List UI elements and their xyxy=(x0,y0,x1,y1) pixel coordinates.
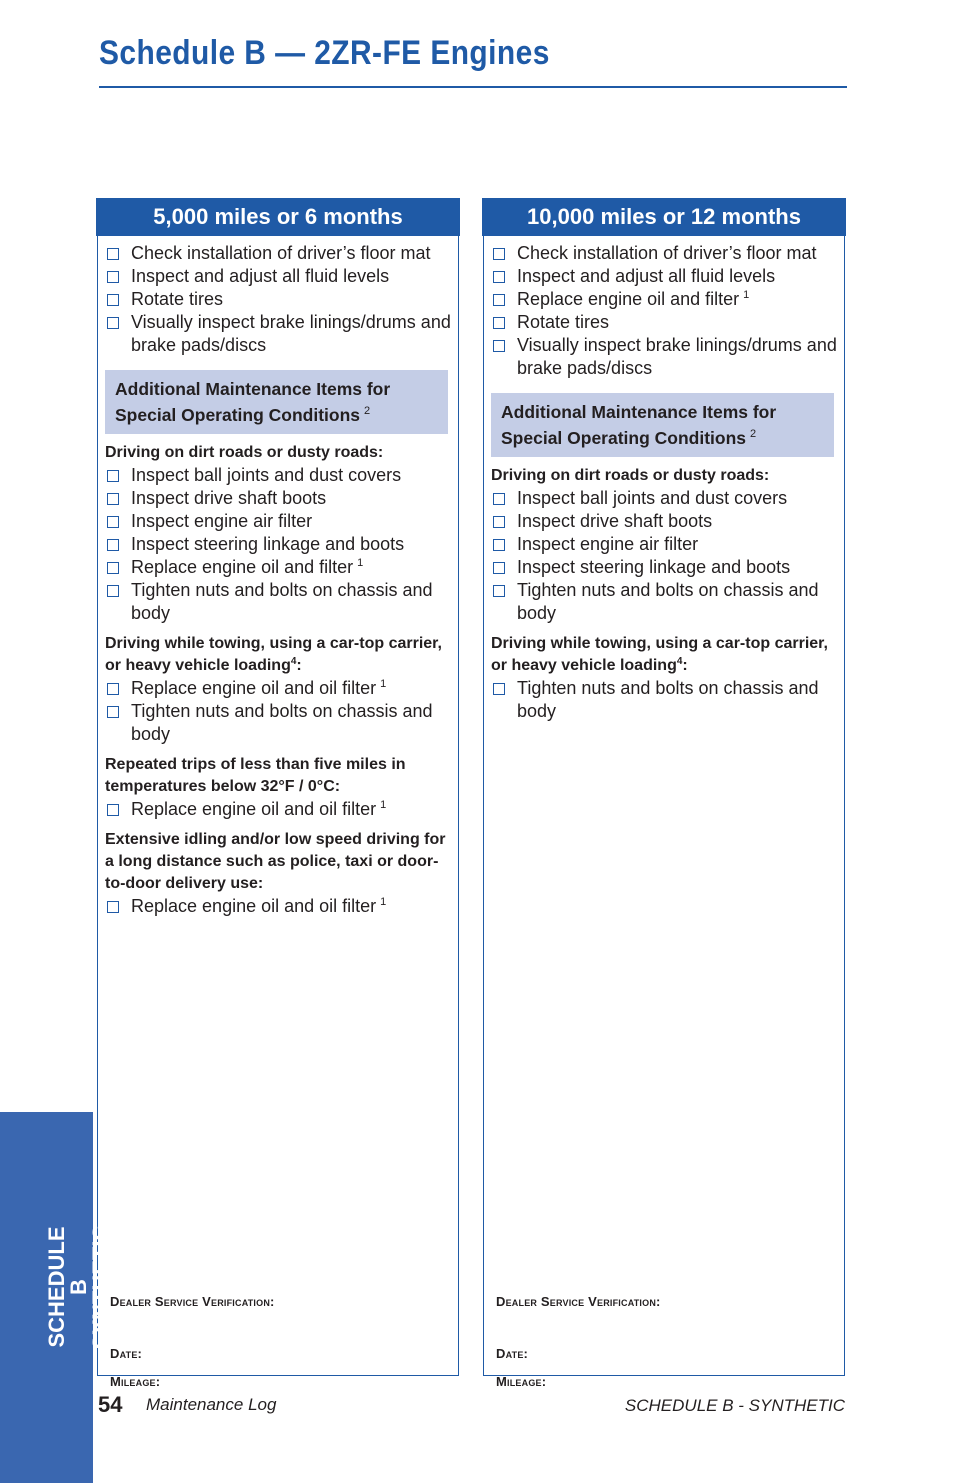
checkbox[interactable] xyxy=(107,317,119,329)
footnote-ref: 1 xyxy=(380,678,387,690)
item-text: Tighten nuts and bolts on chassis and body xyxy=(131,580,433,623)
column-box xyxy=(483,236,845,1389)
item-text: Inspect steering linkage and boots xyxy=(517,557,791,577)
footnote-ref: 2 xyxy=(750,428,757,440)
checklist-item xyxy=(105,579,452,625)
condition-heading xyxy=(105,633,452,677)
checkbox[interactable] xyxy=(493,683,505,695)
item-text: Replace engine oil and filter xyxy=(131,557,354,577)
item-text: Inspect and adjust all fluid levels xyxy=(517,266,776,286)
side-tab-line2: SYNTHETIC xyxy=(88,1224,113,1350)
item-text: Inspect steering linkage and boots xyxy=(131,534,405,554)
column-5000-miles xyxy=(96,198,460,1389)
checklist-item xyxy=(491,556,838,579)
page-title: Schedule B — 2ZR-FE Engines xyxy=(99,34,550,72)
footer-schedule-label: SCHEDULE B - SYNTHETIC xyxy=(624,1396,845,1415)
checklist-item xyxy=(491,334,838,380)
checklist-item xyxy=(105,464,452,487)
column-header: 5,000 miles or 6 months xyxy=(96,198,460,236)
checkbox[interactable] xyxy=(493,271,505,283)
checkbox[interactable] xyxy=(107,470,119,482)
footnote-ref: 1 xyxy=(357,557,364,569)
item-text: Visually inspect brake linings/drums and brake pads/discs xyxy=(517,335,837,378)
item-text: Replace engine oil and oil filter xyxy=(131,896,377,916)
date-label: Date: xyxy=(496,1346,529,1361)
checklist-item xyxy=(105,798,452,821)
additional-heading-text: Special Operating Conditions xyxy=(501,428,747,448)
condition-heading xyxy=(105,442,452,464)
dealer-verification-label: Dealer Service Verification: xyxy=(496,1294,661,1309)
condition-heading xyxy=(105,754,452,798)
checklist-item xyxy=(105,288,452,311)
item-text: Rotate tires xyxy=(131,289,224,309)
footnote-ref: 2 xyxy=(364,405,371,417)
mileage-label: Mileage: xyxy=(110,1374,161,1389)
checkbox[interactable] xyxy=(107,706,119,718)
checklist-item xyxy=(105,700,452,746)
checklist-item xyxy=(105,677,452,700)
item-text: Inspect engine air filter xyxy=(131,511,313,531)
footnote-ref: 4 xyxy=(290,656,297,667)
footnote-ref: 1 xyxy=(743,289,750,301)
title-divider xyxy=(99,86,847,88)
checkbox[interactable] xyxy=(493,317,505,329)
checkbox[interactable] xyxy=(107,294,119,306)
checkbox[interactable] xyxy=(107,516,119,528)
additional-heading-line2 xyxy=(501,425,824,451)
additional-items-heading xyxy=(105,370,448,434)
checkbox[interactable] xyxy=(107,271,119,283)
page-number: 54 xyxy=(98,1392,123,1417)
item-text: Inspect engine air filter xyxy=(517,534,699,554)
checklist-item xyxy=(491,533,838,556)
checklist-item xyxy=(105,311,452,357)
checklist-item xyxy=(491,242,838,265)
item-text: Check installation of driver’s floor mat xyxy=(517,243,817,263)
checkbox[interactable] xyxy=(107,585,119,597)
condition-heading-text: Driving on dirt roads or dusty roads: xyxy=(105,444,384,461)
item-text: Inspect drive shaft boots xyxy=(131,488,327,508)
checkbox[interactable] xyxy=(493,562,505,574)
additional-items-heading xyxy=(491,393,834,457)
additional-heading-line1: Additional Maintenance Items for xyxy=(115,379,391,399)
checkbox[interactable] xyxy=(107,804,119,816)
mileage-label: Mileage: xyxy=(496,1374,547,1389)
additional-heading-text: Special Operating Conditions xyxy=(115,405,361,425)
item-text: Replace engine oil and oil filter xyxy=(131,678,377,698)
checklist-item xyxy=(105,265,452,288)
item-text: Rotate tires xyxy=(517,312,610,332)
checklist-item xyxy=(491,677,838,723)
footnote-ref: 4 xyxy=(676,656,683,667)
footnote-ref: 1 xyxy=(380,799,387,811)
checkbox[interactable] xyxy=(493,294,505,306)
item-text: Tighten nuts and bolts on chassis and body xyxy=(131,701,433,744)
checklist-item xyxy=(491,311,838,334)
item-text: Replace engine oil and oil filter xyxy=(131,799,377,819)
checklist-item xyxy=(491,487,838,510)
checkbox[interactable] xyxy=(493,516,505,528)
condition-heading-text: Repeated trips of less than five miles in temperatures below 32°F / 0°C: xyxy=(105,756,406,795)
condition-heading-end: : xyxy=(682,657,688,674)
checkbox[interactable] xyxy=(493,248,505,260)
condition-heading xyxy=(491,465,838,487)
checkbox[interactable] xyxy=(107,248,119,260)
checklist-item xyxy=(105,510,452,533)
checklist-item xyxy=(105,533,452,556)
checklist-item xyxy=(491,265,838,288)
condition-heading-text: Driving while towing, using a car-top carrier, or heavy vehicle loading xyxy=(105,635,442,674)
side-tab-line1: SCHEDULE B xyxy=(44,1226,91,1348)
condition-heading xyxy=(491,633,838,677)
condition-heading xyxy=(105,829,452,895)
column-header: 10,000 miles or 12 months xyxy=(482,198,846,236)
checklist-item xyxy=(491,288,838,311)
checkbox[interactable] xyxy=(107,683,119,695)
checkbox[interactable] xyxy=(107,901,119,913)
checklist-item xyxy=(491,579,838,625)
item-text: Inspect ball joints and dust covers xyxy=(131,465,402,485)
item-text: Inspect ball joints and dust covers xyxy=(517,488,788,508)
condition-heading-text: Driving while towing, using a car-top carrier, or heavy vehicle loading xyxy=(491,635,828,674)
footnote-ref: 1 xyxy=(380,896,387,908)
checkbox[interactable] xyxy=(107,539,119,551)
dealer-verification-label: Dealer Service Verification: xyxy=(110,1294,275,1309)
additional-heading-line2 xyxy=(115,402,438,428)
condition-heading-text: Driving on dirt roads or dusty roads: xyxy=(491,467,770,484)
checkbox[interactable] xyxy=(107,493,119,505)
item-text: Tighten nuts and bolts on chassis and body xyxy=(517,580,819,623)
column-box xyxy=(97,236,459,1389)
item-text: Visually inspect brake linings/drums and brake pads/discs xyxy=(131,312,451,355)
item-text: Check installation of driver’s floor mat xyxy=(131,243,431,263)
item-text: Inspect drive shaft boots xyxy=(517,511,713,531)
condition-heading-end: : xyxy=(296,657,302,674)
checkbox[interactable] xyxy=(493,340,505,352)
checklist-item xyxy=(105,242,452,265)
checkbox[interactable] xyxy=(493,493,505,505)
column-body xyxy=(98,236,458,918)
checklist-item xyxy=(491,510,838,533)
date-label: Date: xyxy=(110,1346,143,1361)
checklist-item xyxy=(105,487,452,510)
checklist-item xyxy=(105,556,452,579)
item-text: Inspect and adjust all fluid levels xyxy=(131,266,390,286)
checkbox[interactable] xyxy=(493,585,505,597)
footer-log-label: Maintenance Log xyxy=(146,1395,277,1414)
column-10000-miles xyxy=(482,198,846,1389)
additional-heading-line1: Additional Maintenance Items for xyxy=(501,402,777,422)
condition-heading-text: Extensive idling and/or low speed driving for a long distance such as police, taxi or door-to-door delivery use: xyxy=(105,831,446,892)
item-text: Tighten nuts and bolts on chassis and body xyxy=(517,678,819,721)
side-tab-label xyxy=(46,1222,112,1352)
checkbox[interactable] xyxy=(107,562,119,574)
checklist-item xyxy=(105,895,452,918)
item-text: Replace engine oil and filter xyxy=(517,289,740,309)
column-body xyxy=(484,236,844,723)
checkbox[interactable] xyxy=(493,539,505,551)
